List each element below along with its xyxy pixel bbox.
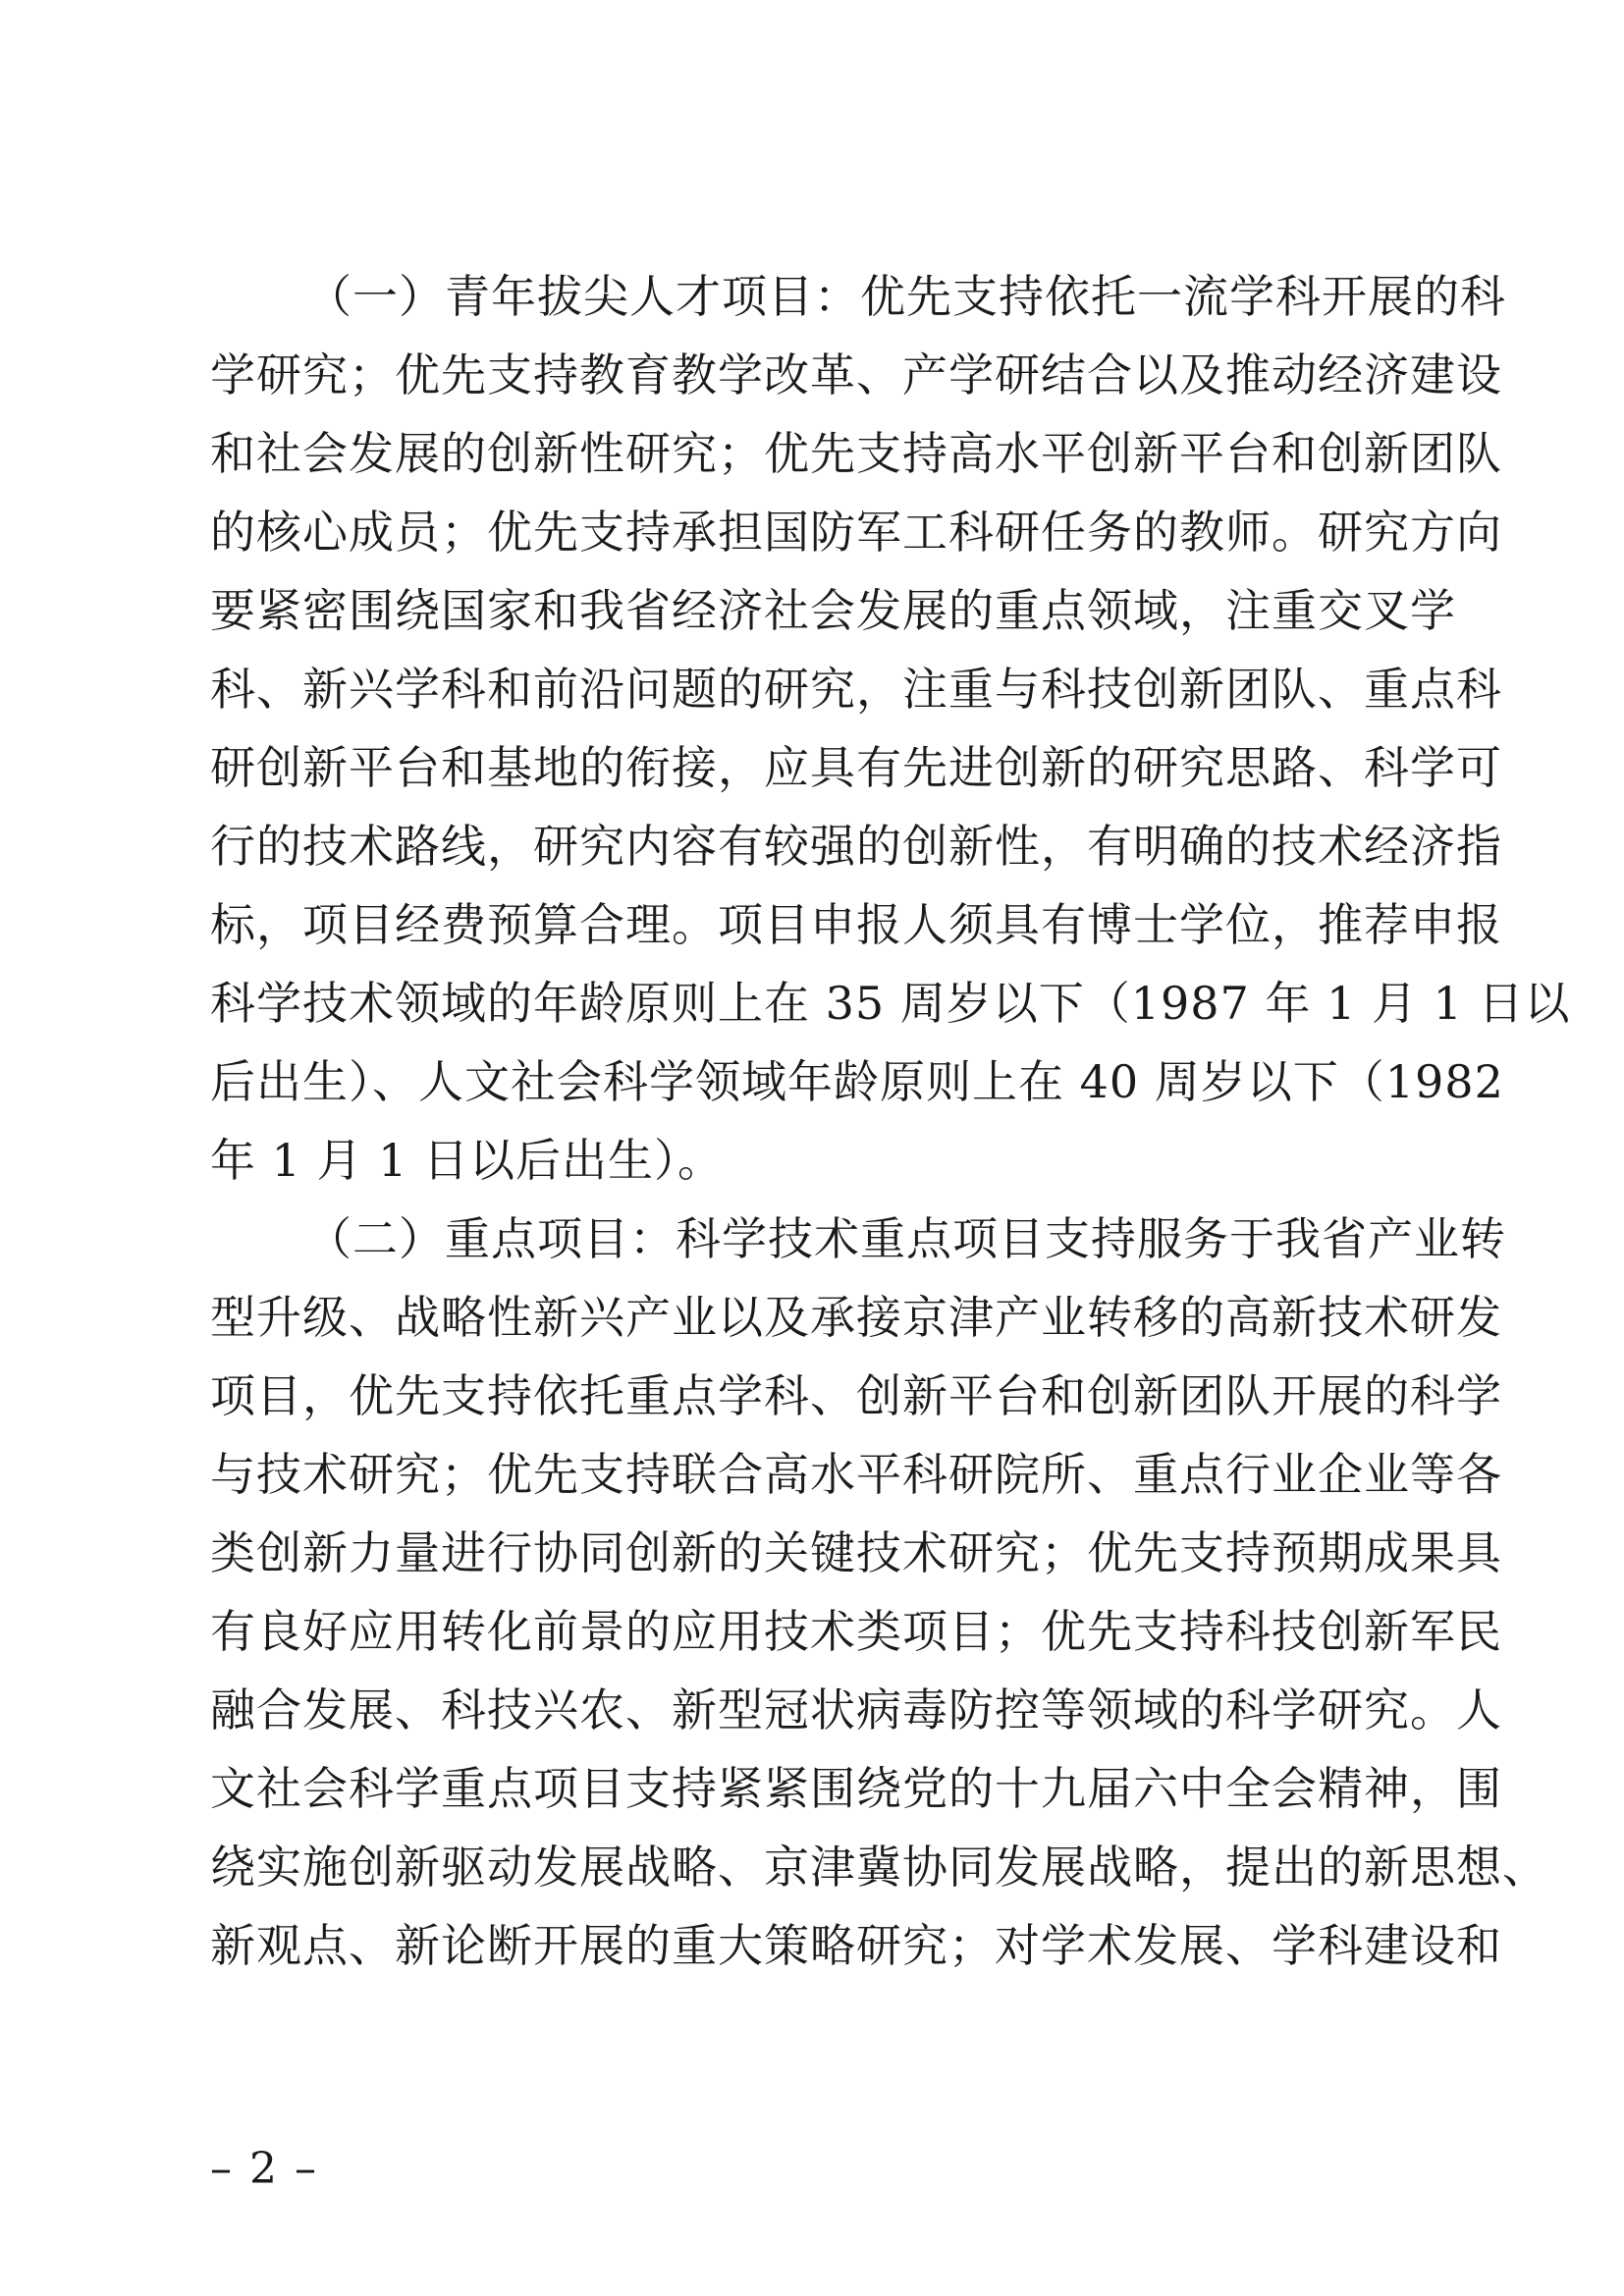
text-line: 和社会发展的创新性研究；优先支持高水平创新平台和创新团队 <box>210 427 1502 480</box>
text-line: 绕实施创新驱动发展战略、京津冀协同发展战略，提出的新思想、 <box>210 1841 1548 1894</box>
text-line: 的核心成员；优先支持承担国防军工科研任务的教师。研究方向 <box>210 506 1502 559</box>
text-line: 新观点、新论断开展的重大策略研究；对学术发展、学科建设和 <box>210 1919 1502 1972</box>
text-line: 标，项目经费预算合理。项目申报人须具有博士学位，推荐申报 <box>210 898 1502 951</box>
text-line: 融合发展、科技兴农、新型冠状病毒防控等领域的科学研究。人 <box>210 1683 1502 1736</box>
text-line: 科、新兴学科和前沿问题的研究，注重与科技创新团队、重点科 <box>210 663 1502 716</box>
text-line: 文社会科学重点项目支持紧紧围绕党的十九届六中全会精神，围 <box>210 1762 1502 1815</box>
text-line: 与技术研究；优先支持联合高水平科研院所、重点行业企业等各 <box>210 1448 1502 1501</box>
text-line: （二）重点项目：科学技术重点项目支持服务于我省产业转 <box>306 1212 1506 1265</box>
text-line: 研创新平台和基地的衔接，应具有先进创新的研究思路、科学可 <box>210 741 1502 794</box>
text-line: 项目，优先支持依托重点学科、创新平台和创新团队开展的科学 <box>210 1369 1502 1422</box>
text-line: 要紧密围绕国家和我省经济社会发展的重点领域，注重交叉学 <box>210 584 1456 637</box>
text-line: 有良好应用转化前景的应用技术类项目；优先支持科技创新军民 <box>210 1605 1502 1658</box>
text-line: 后出生）、人文社会科学领域年龄原则上在 40 周岁以下（1982 <box>210 1055 1504 1108</box>
text-line: 年 1 月 1 日以后出生）。 <box>210 1134 725 1187</box>
page-number: – 2 – <box>210 2144 318 2194</box>
text-line: 学研究；优先支持教育教学改革、产学研结合以及推动经济建设 <box>210 348 1502 401</box>
text-line: 类创新力量进行协同创新的关键技术研究；优先支持预期成果具 <box>210 1526 1502 1579</box>
text-line: 科学技术领域的年龄原则上在 35 周岁以下（1987 年 1 月 1 日以 <box>210 977 1571 1030</box>
text-line: （一）青年拔尖人才项目：优先支持依托一流学科开展的科 <box>306 270 1506 323</box>
text-line: 型升级、战略性新兴产业以及承接京津产业转移的高新技术研发 <box>210 1291 1502 1344</box>
text-line: 行的技术路线，研究内容有较强的创新性，有明确的技术经济指 <box>210 820 1502 873</box>
